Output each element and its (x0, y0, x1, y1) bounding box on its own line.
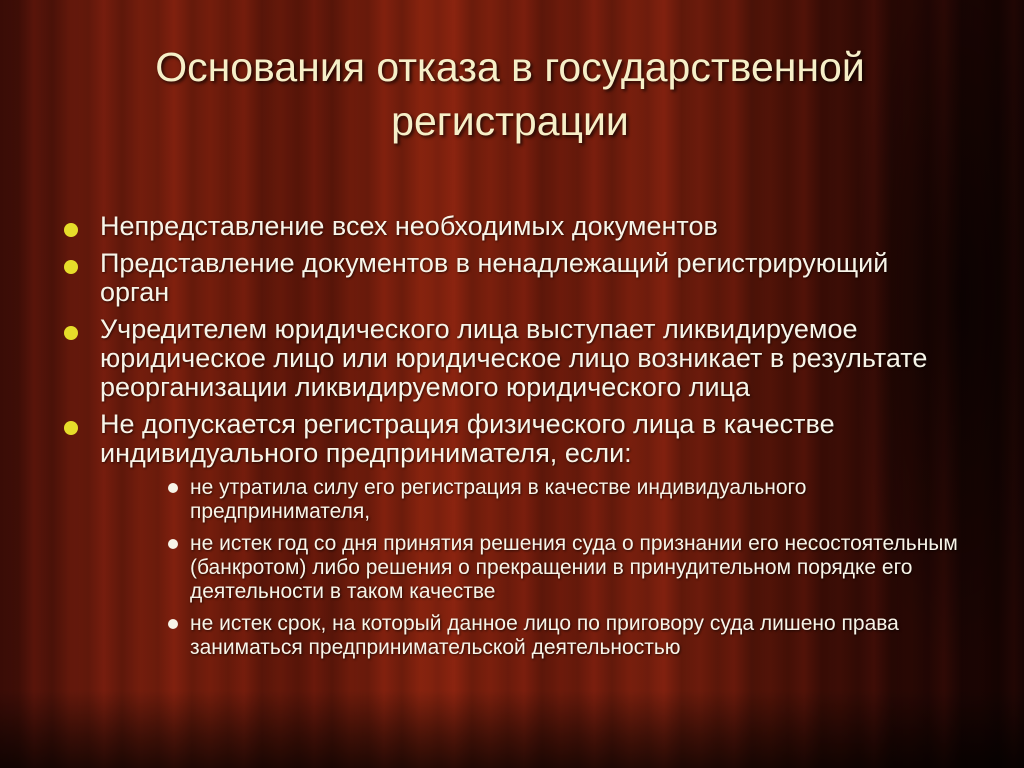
bullet-text: Представление документов в ненадлежащий регистрирующий орган (100, 248, 889, 307)
list-item (60, 315, 960, 402)
list-item (60, 212, 960, 241)
sub-list-item (168, 532, 970, 604)
sub-bullet-icon (168, 619, 178, 629)
sub-bullet-icon (168, 539, 178, 549)
bullet-icon (64, 260, 78, 274)
bullet-icon (64, 326, 78, 340)
list-item (60, 410, 960, 468)
bullet-text: Непредставление всех необходимых документов (100, 211, 718, 241)
sub-list-item (168, 476, 970, 524)
bullet-text: Не допускается регистрация физического лица в качестве индивидуального предпринимателя, если: (100, 409, 835, 468)
sub-bullet-icon (168, 483, 178, 493)
bullet-text: Учредителем юридического лица выступает ликвидируемое юридическое лицо или юридическое лицо возникает в результате реорганизации ликвидируемого юридического лица (100, 314, 928, 402)
sub-bullet-text: не утратила силу его регистрация в качестве индивидуального предпринимателя, (190, 476, 807, 523)
bullet-icon (64, 421, 78, 435)
sub-list-item (168, 612, 970, 660)
slide-title: Основания отказа в государственной регистрации (155, 44, 865, 144)
sub-bullet-text: не истек год со дня принятия решения суда о признании его несостоятельным (банкротом) либо решения о прекращении в принудительном порядке его деятельности в таком качестве (190, 532, 958, 603)
bullet-list (60, 212, 960, 668)
curtain-hem (0, 690, 1024, 768)
list-item (60, 249, 960, 307)
sub-bullet-text: не истек срок, на который данное лицо по приговору суда лишено права заниматься предпринимательской деятельностью (190, 612, 899, 659)
bullet-icon (64, 223, 78, 237)
